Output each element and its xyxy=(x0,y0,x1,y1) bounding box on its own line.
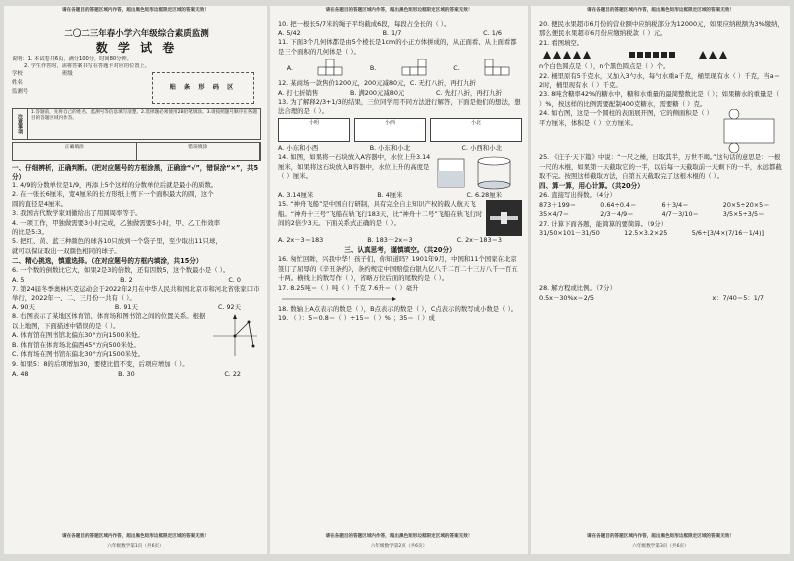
number-line-figure xyxy=(278,293,398,305)
q26-item: 20×5÷20×5＝ xyxy=(722,200,770,209)
q11: 11. 下面3个几何体都是由5个棱长是1cm的小正方体拼成的，从正面看、从上面看都是三个面积的几何体是（ ）。 xyxy=(278,38,517,56)
q13-figures xyxy=(278,118,522,142)
q5: 5. 把红、黄、蓝三种颜色的球各10只放到一个袋子里，至少取出11只球， xyxy=(12,237,222,246)
q6-options xyxy=(12,276,261,285)
q7-options xyxy=(12,303,261,312)
q14-options xyxy=(278,191,522,200)
label-school: 学校 xyxy=(12,71,23,77)
q25: 25. 《庄子·天下篇》中说：“一尺之棰，日取其半，万世不竭。”这句话的意思是：一根一尺的木棍，如果第一天截取它的一半，以后每一天截取前一天剩下的一半，永远都截取不完。按照这样截取方法，自第五天截取完了这根木棍的（ ）。 xyxy=(539,153,782,181)
q12: 12. 某商场一款售价1200元，200元减80元，C. 无打八折，再打九折 xyxy=(278,79,476,88)
instruction-1: 说明：1. 本试卷共6页，满分100分，时间80分钟。 xyxy=(12,56,132,62)
q7: 7. 第24届冬季奥林匹克运动会于2022年2月在中华人民共和国北京市和河北省张家口市举行，2022年一、二、三月份一共有（ ）。 xyxy=(12,284,260,303)
q4: 4. 一项工作，甲独做需要3小时完成，乙独做需要5小时，甲、乙工作效率 xyxy=(12,218,220,227)
q9: 9. 如果5：8的后项增加30，要使比值不变，后项应增加（ ）。 xyxy=(12,360,189,369)
q19: 19. （ ）：5＝0.8＝（ ）÷15＝（ ）% ；35＝（ ）成 xyxy=(278,314,435,323)
q28-item: x：7/40＝5：1/7 xyxy=(712,293,764,302)
q11-option-b[interactable]: B. xyxy=(369,63,377,72)
q13-option-a[interactable]: A. 小东和小西 xyxy=(278,144,319,153)
containers-figure xyxy=(432,153,522,191)
q13-options xyxy=(278,144,522,153)
bottom-banner: 请在各题目的答题区域内作答，超出黑色矩形边框限定区域的答案无效！ xyxy=(61,534,209,539)
q26: 26. 直接写出得数。（4分） xyxy=(539,191,616,200)
cylinder-net-figure xyxy=(714,109,784,153)
q12-option-c[interactable]: C. 先打八折，再打九折 xyxy=(435,88,502,97)
q14-option-a[interactable]: A. 3.14厘米 xyxy=(278,191,314,200)
q10: 10. 把一根长5/7米的绳子平均截成6段，每段占全长的（ ）。 xyxy=(278,20,451,28)
top-banner: 请在各题目的答题区域内作答，超出黑色矩形边框限定区域的答案无效！ xyxy=(325,8,473,13)
q21: 21. 看图填空。 xyxy=(539,38,584,47)
exam-page-3 xyxy=(531,6,790,554)
q26-item: 6＋3/4＝ xyxy=(661,200,689,209)
q26-item: 35×4/7＝ xyxy=(539,210,570,219)
q13-figure-xiaobei: 小北 xyxy=(430,118,522,142)
page-number: 六年级数学第3页（共6页） xyxy=(632,544,689,549)
q24: 24. 如右图，这是一个圆柱的表面展开图，它的侧面积是（ ）平方厘米，体积是（ ）立方厘米。 xyxy=(539,109,713,127)
q14: 14. 如图，如果将一石块放入A容器中，水位上升3.14厘米，如果将这石块放入B容器中，水位上升的高度是（ ）厘米。 xyxy=(278,153,431,181)
q14-option-c[interactable]: C. 6.28厘米 xyxy=(466,191,502,200)
q10-option-a[interactable]: A. 5/42 xyxy=(278,29,301,38)
q26-item: 873＋199＝ xyxy=(539,200,577,209)
q7-option-a[interactable]: A. 90天 xyxy=(12,303,35,312)
top-banner: 请在各题目的答题区域内作答，超出黑色矩形边框限定区域的答案无效！ xyxy=(61,8,209,13)
bottom-banner: 请在各题目的答题区域内作答，超出黑色矩形边框限定区域的答案无效！ xyxy=(586,534,734,539)
bottom-banner: 请在各题目的答题区域内作答，超出黑色矩形边框限定区域的答案无效！ xyxy=(325,534,473,539)
section-2-heading: 二、精心挑选，慎重选择。（在对应题号的方框内填涂，共15分） xyxy=(12,257,203,266)
q26-grid xyxy=(539,201,784,220)
q9-option-c[interactable]: C. 22 xyxy=(224,369,241,378)
q8: 8. 右图表示了某地区体育馆、体育场和图书馆之间的位置关系。根据以上地图，下面描述中错误的是（ ）。 xyxy=(12,312,206,330)
q5-cont: 就可以保证取出一双颜色相同的球子。 xyxy=(12,246,121,255)
q13-figure-xiaoming: 小明 xyxy=(278,118,350,142)
label-class: 班级 xyxy=(62,71,73,77)
q4-cont: 的比是5:3。 xyxy=(12,228,48,237)
q3: 3. 我国古代数学家刘徽给出了用圆周率等于。 xyxy=(12,209,142,218)
q6-option-c[interactable]: C. 0 xyxy=(228,275,241,284)
q9-option-b[interactable]: B. 30 xyxy=(118,369,135,378)
fill-sample-box xyxy=(12,142,261,161)
q8-option-a[interactable]: A. 体育馆在图书馆北偏东30°方向1500米处。 xyxy=(12,331,144,340)
q8-option-b[interactable]: B. 体育馆在体育场北偏西45°方向500米处。 xyxy=(12,340,140,349)
page-number: 六年级数学第2页（共6页） xyxy=(370,544,428,549)
q6-option-a[interactable]: A. 5 xyxy=(12,275,25,284)
q11-option-a[interactable]: A. xyxy=(286,63,294,72)
q13-option-c[interactable]: C. 小西和小北 xyxy=(461,144,502,153)
q28-items xyxy=(539,294,784,303)
q26-item: 3/5×5÷3/5＝ xyxy=(722,210,765,219)
q27: 27. 计算下面各题，能简算的要简算。（9分） xyxy=(539,219,668,228)
barcode-area: 贴 条 形 码 区 xyxy=(152,72,254,104)
q26-item: 2/3－4/9＝ xyxy=(600,210,634,219)
q23: 23. 8吨含糖率42%的糖水中，糖和水重量的最简整数比是（ ）；如果糖水的重量是（ ）%，按这样的比例需要配制400克糖水，需要糖（ ）克。 xyxy=(539,90,780,108)
section-1-heading: 一、仔细辨析，正确判断。（把对应题号的方框涂黑，正确涂“√”，错误涂“×”，共5分） xyxy=(12,164,259,181)
q10-option-b[interactable]: B. 1/7 xyxy=(382,29,402,38)
q28-item: 0.5x－30%x＝2/5 xyxy=(539,293,594,302)
notice-box xyxy=(12,108,261,140)
exam-page-2 xyxy=(270,6,528,554)
q15-option-a[interactable]: A. 2x－3＝183 xyxy=(278,236,324,245)
section-4-heading: 四、算一算，用心计算。（共20分） xyxy=(539,182,644,191)
q1: 1. 4/9的分数单位是1/9，再添上5个这样的分数单位后就是最小的质数。 xyxy=(12,181,218,189)
spacecraft-photo xyxy=(486,200,522,236)
q28: 28. 解方程或比例。（7分） xyxy=(539,284,616,293)
q21-question: n个白色圆点是（ ），n个黑色圆点是（ ）个。 xyxy=(539,62,670,71)
fill-correct: 正确填涂 xyxy=(13,143,137,160)
q10-option-c[interactable]: C. 1/6 xyxy=(483,29,502,38)
exam-title: 二〇二三年春小学六年级综合素质监测 xyxy=(64,29,209,39)
q18: 18. 数轴上A点表示的数是（ ），B点表示的数是（ ），C点表示的数写成小数是（ ）。 xyxy=(278,305,518,314)
fill-wrong: 错误填涂 xyxy=(137,143,261,160)
q15-options xyxy=(278,236,522,245)
q6: 6. 一个数的倒数比它大，如果2是3的倍数，还有因数5，这个数最小是（ ）。 xyxy=(12,266,230,275)
q11-option-c[interactable]: C. xyxy=(453,63,460,72)
q11-figures xyxy=(278,57,522,79)
q15: 15. “神舟飞船”是中国自行研制，具有完全自主知识产权的载人航天飞船。“神舟十三号”飞船在轨飞行183天，比“神舟十二号”飞船在轨飞行时间的2倍少3天。下面关系式正确的是（ ）。 xyxy=(278,200,483,228)
q16: 16. 匆忙回眸，兴我中华！孩子们，你知道吗？1901年9月，中国和11个国家在北京签订了屈辱的《辛丑条约》，条约规定中国赔偿白银九亿八千二百二十三万八千一百五十两。横线上的数写作（ ），省略万位后面的尾数约是（ ）。 xyxy=(278,255,518,283)
q20: 20. 便民水果超市6月份的营业额中应纳税部分为12000元，如果应纳税额为3%缴纳，那么便民水果超市6月份应缴纳税款（ ）元。 xyxy=(539,20,784,38)
q6-option-b[interactable]: B. 2 xyxy=(120,275,133,284)
notice-label: 注意事项 xyxy=(13,109,28,139)
cube-figure-b xyxy=(400,59,430,77)
q7-option-c[interactable]: C. 92天 xyxy=(217,303,241,312)
cube-figure-c xyxy=(483,59,513,77)
notice-text: 1.答题前，先将自己的姓名、监测号等信息填写清楚。2.选择题必须使用2B铅笔填涂。3.请按照题号顺序在各题目的答题区域内作答。 xyxy=(31,110,257,121)
q13-figure-xiaoxi: 小西 xyxy=(354,118,426,142)
q10-options xyxy=(278,29,522,38)
q7-option-b[interactable]: B. 91天 xyxy=(114,303,138,312)
cube-figure-a xyxy=(316,59,346,77)
page-number: 六年级数学第1页（共6页） xyxy=(107,544,164,549)
q2-cont: 圆的直径是4厘米。 xyxy=(12,199,68,208)
q13: 13. 为了解释2/3+1/3的结果，三位同学用不同方法进行解答，下面是他们的想法，想法合理的是（ ）。 xyxy=(278,97,521,116)
q15-option-b[interactable]: B. 183－2x＝3 xyxy=(367,236,413,245)
q27-item: 5/6÷[3/4×(7/16－1/4)] xyxy=(691,229,764,238)
q12-option-b[interactable]: B. 满200元减80元 xyxy=(349,88,405,97)
map-diagram-figure xyxy=(209,312,261,360)
q12-options xyxy=(278,89,522,98)
q22: 22. 桶里原有5千克水，又加入3勺水，每勺水重a千克，桶里现有水（ ）千克，当a＝2时，桶里现有水（ ）千克。 xyxy=(539,71,781,90)
q2: 2. 在一张长6厘米，宽4厘米的长方形纸上剪下一个面积最大的圆，这个 xyxy=(12,190,214,199)
label-exam-number: 监测号 xyxy=(12,89,29,95)
q13-option-b[interactable]: B. 小东和小北 xyxy=(369,144,411,153)
q8-option-c[interactable]: C. 体育场在图书馆东偏北30°方向1500米处。 xyxy=(12,350,144,359)
label-name: 姓名 xyxy=(12,80,23,86)
dot-pattern-figure xyxy=(539,48,739,62)
exam-page-1 xyxy=(4,6,267,554)
q15-option-c[interactable]: C. 2x－183＝3 xyxy=(456,236,502,245)
q9-option-a[interactable]: A. 48 xyxy=(12,369,29,378)
section-3-heading: 三、认真思考，谨慎填空。（共20分） xyxy=(344,246,456,255)
q27-item: 12.5×3.2×25 xyxy=(624,229,668,238)
q9-options xyxy=(12,370,261,379)
top-banner: 请在各题目的答题区域内作答，超出黑色矩形边框限定区域的答案无效！ xyxy=(586,8,734,13)
q27-items xyxy=(539,229,784,238)
q26-item: 0.64÷0.4＝ xyxy=(600,200,637,209)
exam-subject: 数 学 试 卷 xyxy=(95,41,178,55)
q17: 17. 8.25吨＝（ ）吨（ ）千克 7.6升＝（ ）毫升 xyxy=(278,283,419,292)
instruction-2: 2. 学生作答时，需将答案书写在答题卡对应的位置上。 xyxy=(24,63,150,69)
q26-item: 4/7－3/10＝ xyxy=(661,210,699,219)
q14-option-b[interactable]: B. 4厘米 xyxy=(377,191,403,200)
q12-option-a[interactable]: A. 打七折销售 xyxy=(278,88,319,97)
q27-item: 31/50×101－31/50 xyxy=(539,229,600,238)
